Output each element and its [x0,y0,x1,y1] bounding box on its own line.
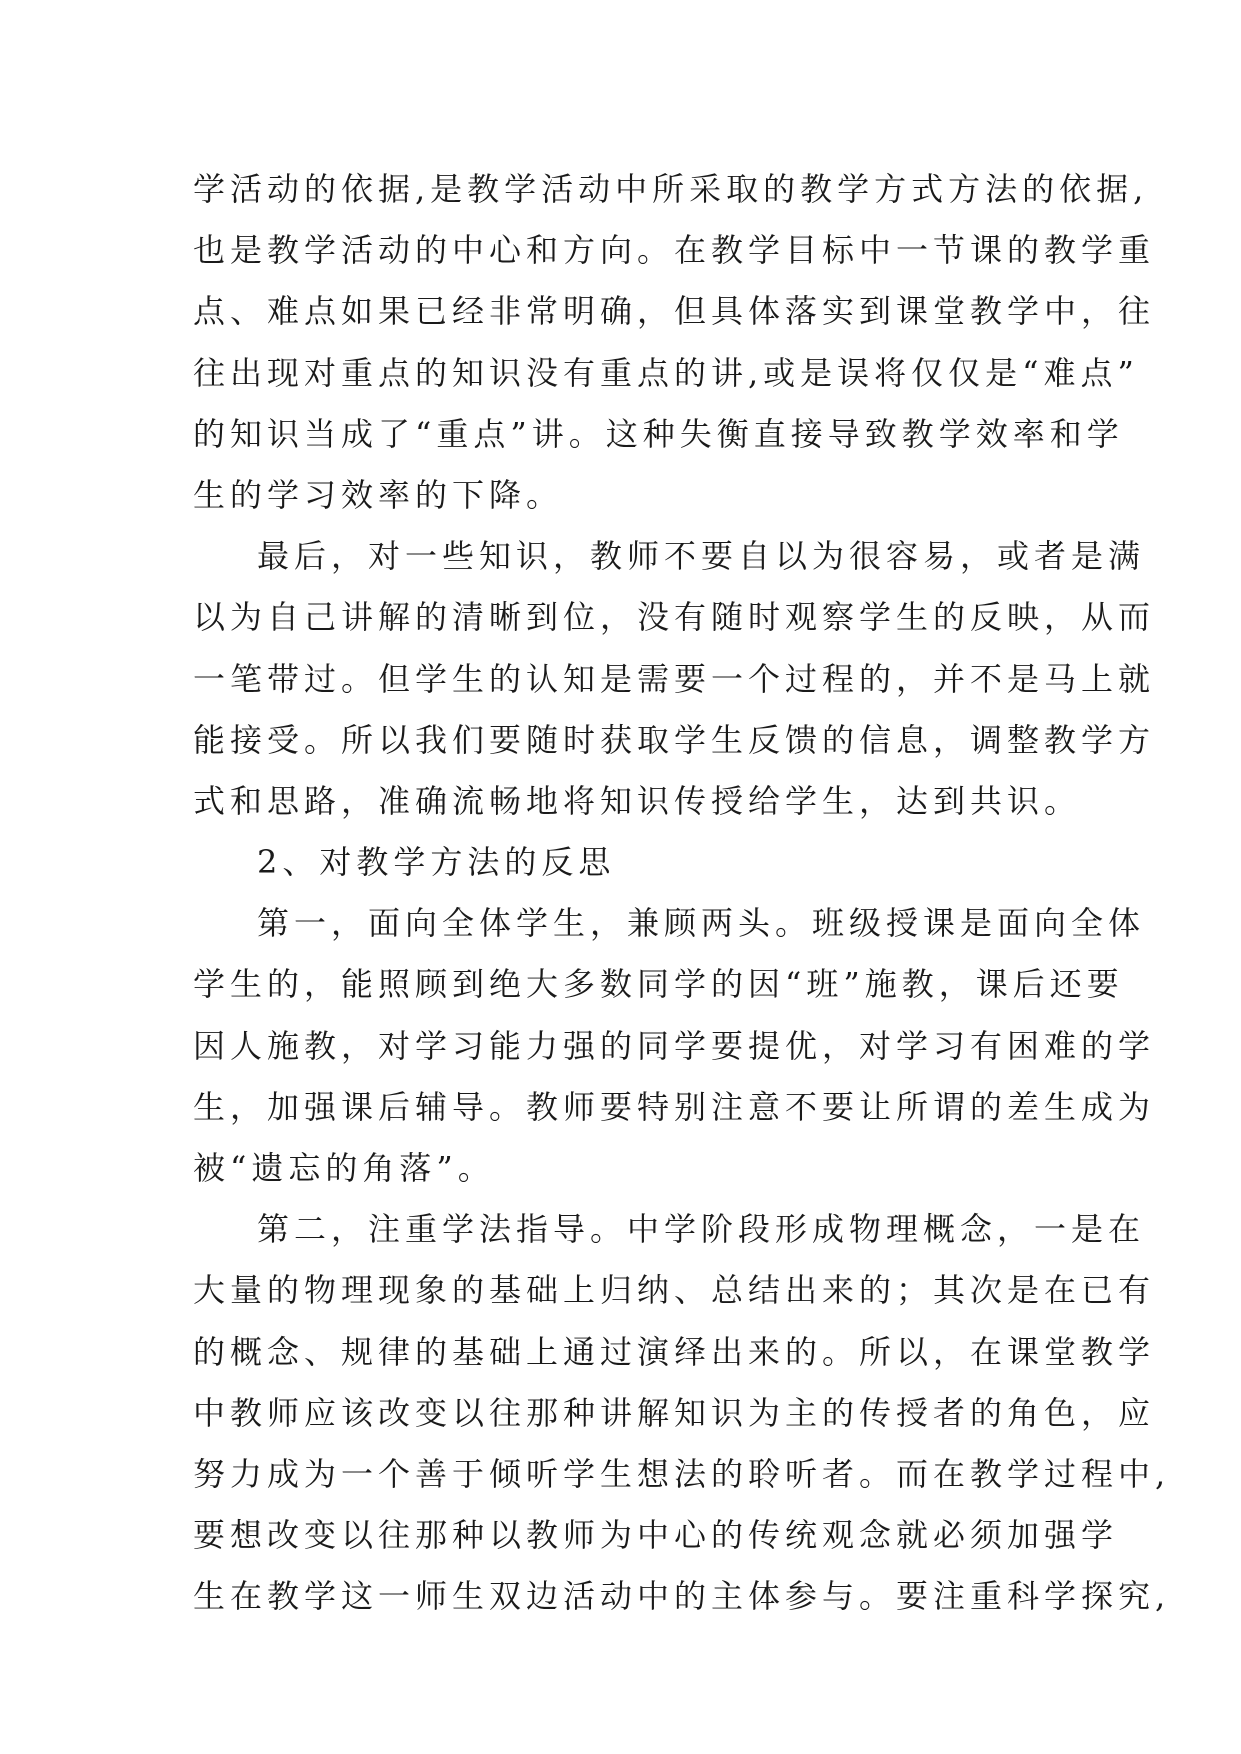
text-line: 学生的，能照顾到绝大多数同学的因“班”施教，课后还要 [193,965,1124,1004]
text-line: 要想改变以往那种以教师为中心的传统观念就必须加强学 [193,1516,1119,1555]
text-line: 的知识当成了“重点”讲。这种失衡直接导致教学效率和学 [193,414,1124,453]
text-line: 努力成为一个善于倾听学生想法的聆听者。而在教学过程中, [193,1454,1171,1493]
paragraph-first-line: 第二，注重学法指导。中学阶段形成物理概念，一是在 [257,1210,1146,1249]
text-line: 生在教学这一师生双边活动中的主体参与。要注重科学探究, [193,1577,1171,1616]
paragraph-first-line: 最后，对一些知识，教师不要自以为很容易，或者是满 [257,537,1146,576]
text-line: 中教师应该改变以往那种讲解知识为主的传授者的角色，应 [193,1393,1156,1432]
text-line: 式和思路，准确流畅地将知识传授给学生，达到共识。 [193,781,1082,820]
text-line: 以为自己讲解的清晰到位，没有随时观察学生的反映，从而 [193,598,1156,637]
text-line: 生的学习效率的下降。 [193,475,564,514]
body-text [193,159,1171,1628]
text-line: 往出现对重点的知识没有重点的讲,或是误将仅仅是“难点” [193,353,1139,392]
paragraph-first-line: 第一，面向全体学生，兼顾两头。班级授课是面向全体 [257,904,1146,943]
text-line: 点、难点如果已经非常明确，但具体落实到课堂教学中，往 [193,292,1156,331]
text-line: 大量的物理现象的基础上归纳、总结出来的；其次是在已有 [193,1271,1156,1310]
section-heading: 2、对教学方法的反思 [257,843,616,882]
text-line: 能接受。所以我们要随时获取学生反馈的信息，调整教学方 [193,720,1156,759]
text-line: 被“遗忘的角落”。 [193,1149,495,1187]
text-line: 一笔带过。但学生的认知是需要一个过程的，并不是马上就 [193,659,1156,698]
text-line: 生，加强课后辅导。教师要特别注意不要让所谓的差生成为 [193,1087,1156,1126]
text-line: 也是教学活动的中心和方向。在教学目标中一节课的教学重 [193,231,1156,270]
text-line: 的概念、规律的基础上通过演绎出来的。所以，在课堂教学 [193,1332,1156,1371]
text-line: 学活动的依据,是教学活动中所采取的教学方式方法的依据, [193,170,1149,208]
text-line: 因人施教，对学习能力强的同学要提优，对学习有困难的学 [193,1026,1156,1065]
